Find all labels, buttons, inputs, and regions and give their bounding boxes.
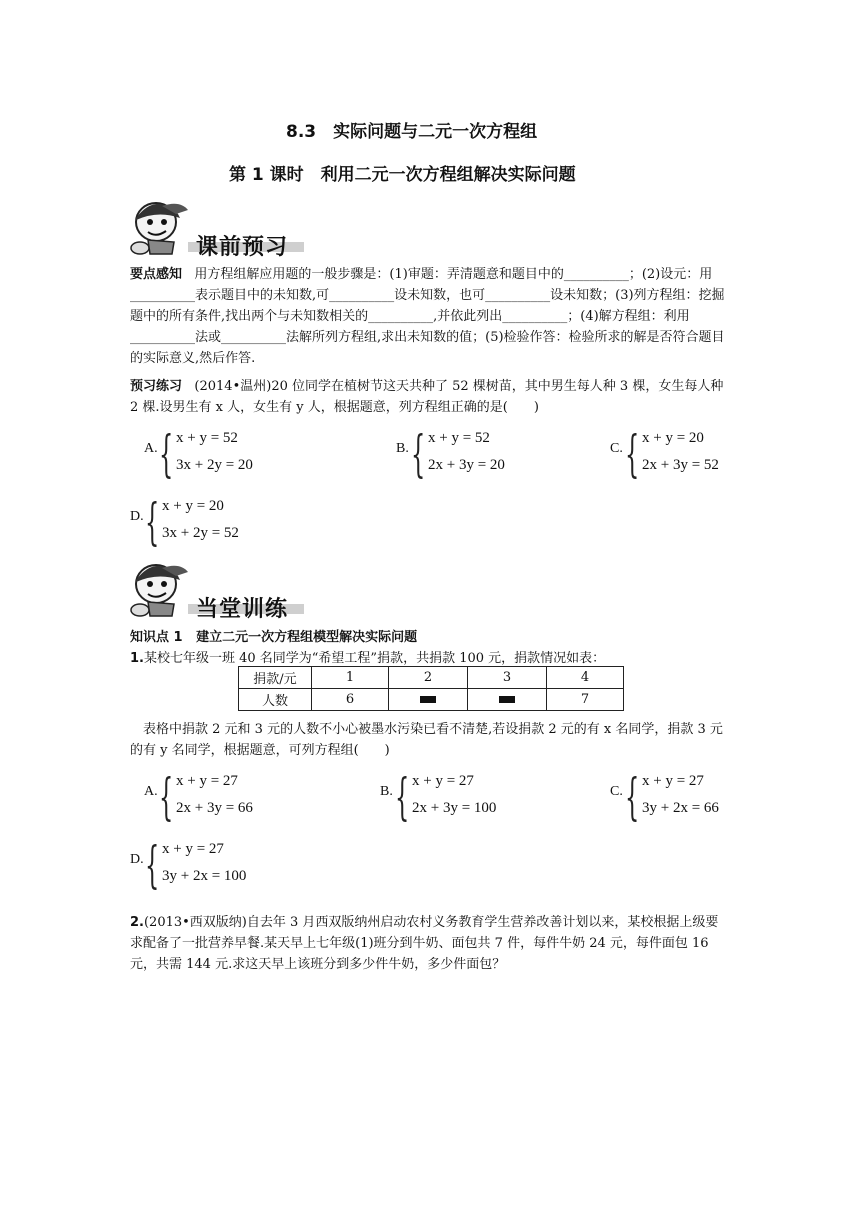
option-letter: A. — [144, 784, 158, 799]
q1-number: 1. — [130, 651, 144, 666]
option-eq1: x + y = 27 — [412, 773, 474, 789]
option-eq2: 2x + 3y = 20 — [428, 457, 505, 473]
table-row — [239, 689, 624, 711]
brace-icon: { — [625, 425, 640, 483]
brace-icon: { — [159, 768, 174, 826]
key-points-label: 要点感知 — [130, 267, 183, 282]
option-letter: D. — [130, 509, 144, 524]
brace-icon: { — [395, 768, 410, 826]
table-cell: 捐款/元 — [239, 667, 312, 689]
brace-icon: { — [159, 425, 174, 483]
knowledge-point-heading — [130, 626, 417, 645]
table-cell: 7 — [547, 689, 624, 711]
class-training-banner-label: 当堂训练 — [196, 597, 289, 622]
brace-icon: { — [411, 425, 426, 483]
option-letter: B. — [396, 441, 409, 456]
brace-icon: { — [625, 768, 640, 826]
brace-icon: { — [145, 493, 160, 551]
table-cell: 人数 — [239, 689, 312, 711]
table-cell: 2 — [389, 667, 468, 689]
table-cell: 4 — [547, 667, 624, 689]
option-eq1: x + y = 20 — [162, 498, 224, 514]
preview-banner-label: 课前预习 — [196, 235, 289, 260]
option-eq2: 3y + 2x = 100 — [162, 868, 247, 884]
option-eq2: 2x + 3y = 100 — [412, 800, 497, 816]
q1-stem — [130, 647, 605, 666]
option-eq2: 2x + 3y = 52 — [642, 457, 719, 473]
option-eq2: 3x + 2y = 52 — [162, 525, 239, 541]
preview-exercise-text: (2014•温州)20 位同学在植树节这天共种了 52 棵树苗，其中男生每人种 3 棵，女生每人种 2 棵.设男生有 x 人，女生有 y 人，根据题意，列方程组正确的是( ) — [130, 379, 724, 415]
option-eq1: x + y = 27 — [176, 773, 238, 789]
class-training-banner — [128, 558, 308, 620]
preview-exercise — [130, 376, 730, 418]
option-eq2: 3y + 2x = 66 — [642, 800, 719, 816]
table-cell: 1 — [312, 667, 389, 689]
option-eq1: x + y = 52 — [428, 430, 490, 446]
q1-text: 某校七年级一班 40 名同学为“希望工程”捐款，共捐款 100 元，捐款情况如表： — [143, 651, 606, 666]
q2-number: 2. — [130, 915, 144, 930]
table-row — [239, 667, 624, 689]
brace-icon: { — [145, 836, 160, 894]
q2-paragraph — [130, 912, 730, 975]
key-points-text: 用方程组解应用题的一般步骤是：(1)审题：弄清题意和题目中的__________；(2)设元：用__________表示题目中的未知数,可__________设未知数，也可__________设未知数；(3)列方程组：挖掘题中的所有条件,找出两个与未知数相关的__________,并依此列出__________；(4)解方程组：利用__________法或__________法解所列方程组,求出未知数的值；(5)检验作答：检验所求的解是否符合题目的实际意义,然后作答. — [130, 267, 725, 366]
option-letter: B. — [380, 784, 393, 799]
preview-exercise-label: 预习练习 — [130, 379, 183, 394]
ink-blot-icon — [499, 696, 515, 703]
donation-table — [238, 666, 624, 711]
table-cell — [468, 689, 547, 711]
option-letter: C. — [610, 441, 623, 456]
option-eq2: 2x + 3y = 66 — [176, 800, 253, 816]
option-eq1: x + y = 27 — [642, 773, 704, 789]
option-letter: C. — [610, 784, 623, 799]
section-title: 8.3 实际问题与二元一次方程组 — [286, 122, 538, 142]
q1-text2: 表格中捐款 2 元和 3 元的人数不小心被墨水污染已看不清楚,若设捐款 2 元的有 x 名同学，捐款 3 元的有 y 名同学，根据题意，可列方程组( ) — [130, 722, 723, 758]
ink-blot-icon — [420, 696, 436, 703]
option-eq2: 3x + 2y = 20 — [176, 457, 253, 473]
table-cell — [389, 689, 468, 711]
key-points-paragraph — [130, 264, 730, 369]
knowledge-point-title: 建立二元一次方程组模型解决实际问题 — [196, 630, 418, 645]
table-cell: 6 — [312, 689, 389, 711]
option-letter: A. — [144, 441, 158, 456]
lesson-title: 第 1 课时 利用二元一次方程组解决实际问题 — [229, 165, 576, 185]
option-eq1: x + y = 27 — [162, 841, 224, 857]
option-letter: D. — [130, 852, 144, 867]
q2-text: (2013•西双版纳)自去年 3 月西双版纳州启动农村义务教育学生营养改善计划以来，某校根据上级要求配备了一批营养早餐.某天早上七年级(1)班分到牛奶、面包共 7 件，每件牛奶 24 元，每件面包 16 元，共需 144 元.求这天早上该班分到多少件牛奶，多少件面包？ — [130, 915, 719, 972]
knowledge-point-label: 知识点 1 — [130, 630, 183, 645]
preview-banner — [128, 196, 308, 258]
table-cell: 3 — [468, 667, 547, 689]
option-eq1: x + y = 52 — [176, 430, 238, 446]
option-eq1: x + y = 20 — [642, 430, 704, 446]
